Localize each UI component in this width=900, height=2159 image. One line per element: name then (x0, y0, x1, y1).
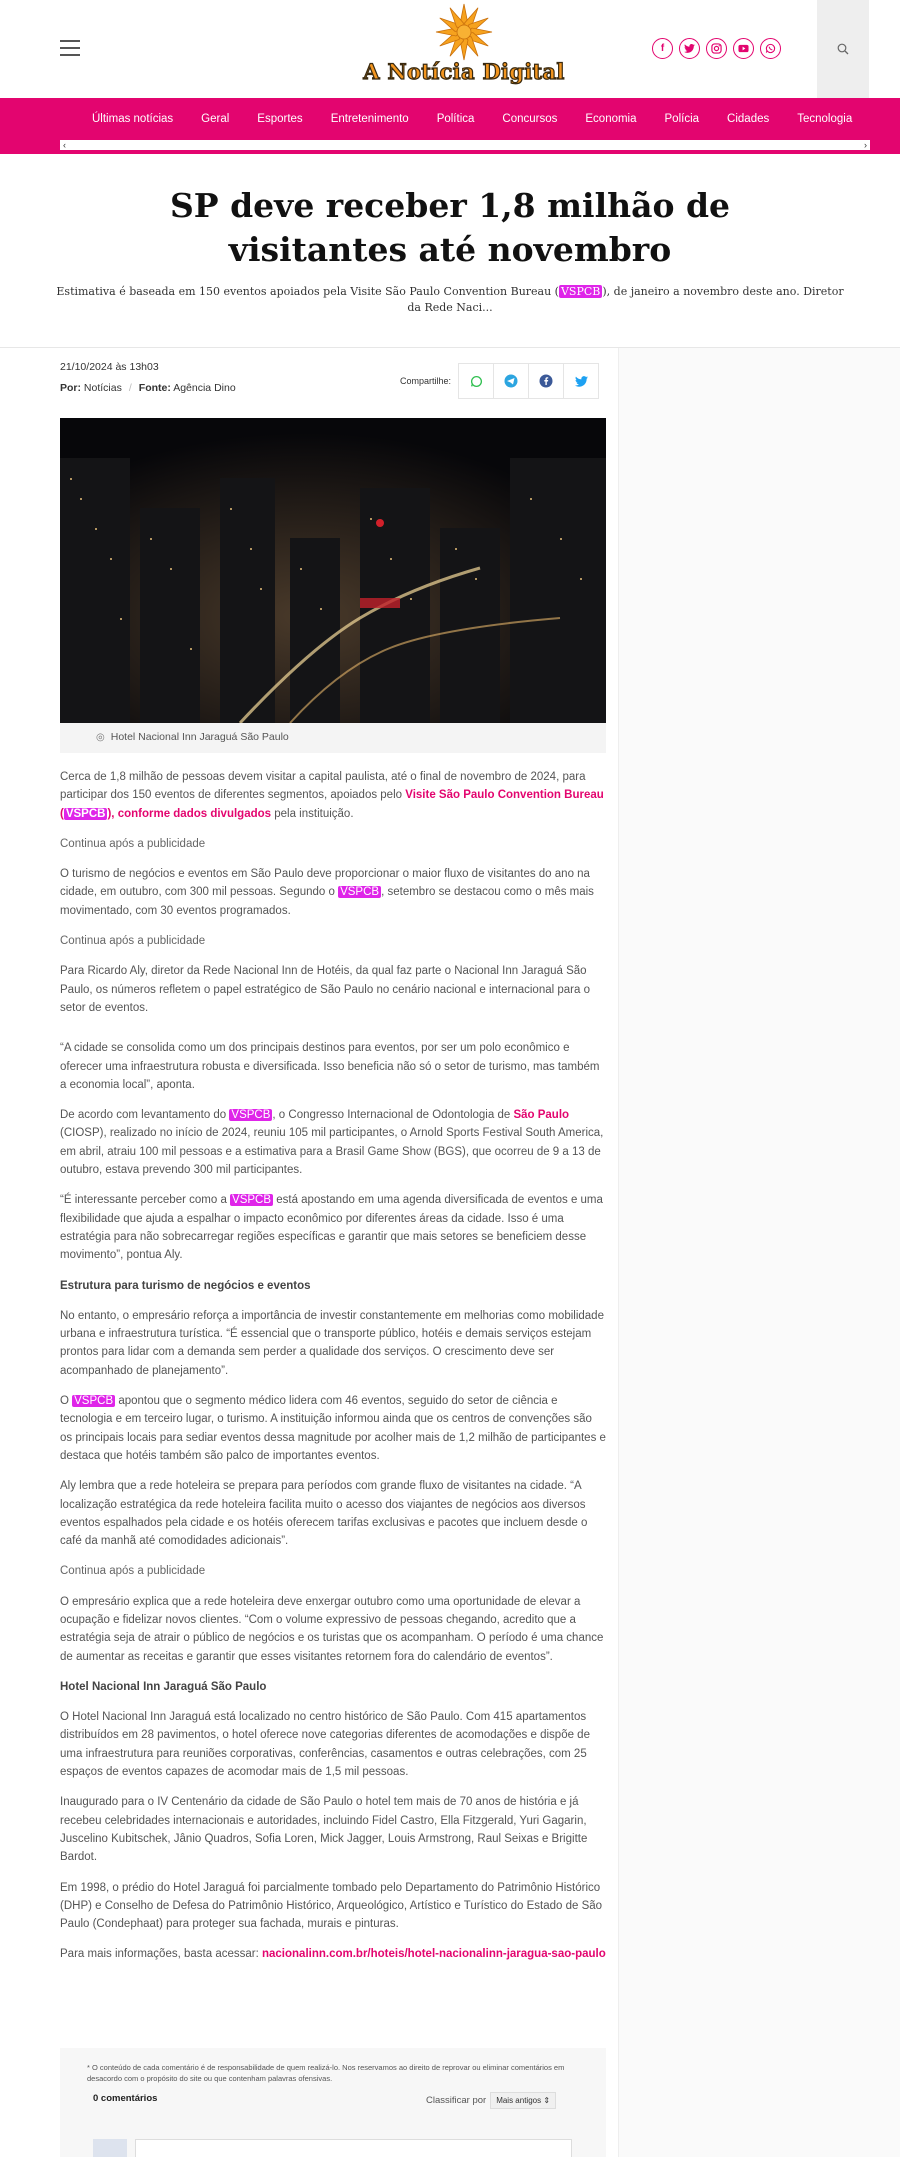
article-byline: Por: Notícias / Fonte: Agência Dino (60, 382, 236, 394)
facebook-icon[interactable]: f (652, 38, 673, 59)
paragraph: O turismo de negócios e eventos em São Paulo deve proporcionar o maior fluxo de visitantes do ano na cidade, em outubro, com 300 mil pessoas. Segundo o VSPCB , setembro se destacou como o mês mais movimentado, com 30 eventos programados. (60, 868, 594, 917)
twitter-icon[interactable] (679, 38, 700, 59)
paragraph: Para Ricardo Aly, diretor da Rede Nacional Inn de Hotéis, da qual faz parte o Nacional Inn Jaraguá São Paulo, os números refletem o papel estratégico de São Paulo no cenário nacional e internacional para o setor de eventos. (60, 965, 590, 1014)
ad-notice: Continua após a publicidade (60, 935, 206, 948)
share-facebook-button[interactable] (528, 363, 564, 399)
article-photo (60, 418, 606, 723)
search-button[interactable] (817, 0, 869, 98)
nav-item-tecnologia[interactable]: Tecnologia (797, 113, 853, 125)
search-icon (837, 43, 849, 55)
section-heading: Hotel Nacional Inn Jaraguá São Paulo (60, 1680, 267, 1693)
photo-caption: ◎ Hotel Nacional Inn Jaraguá São Paulo (60, 723, 606, 753)
nav-item-concursos[interactable]: Concursos (502, 113, 558, 125)
instagram-icon[interactable] (706, 38, 727, 59)
share-bar (400, 363, 599, 399)
nav-item-policia[interactable]: Polícia (664, 113, 700, 125)
paragraph: Para mais informações, basta acessar: nacionalinn.com.br/hoteis/hotel-nacionalinn-jaragua-sao-paulo (60, 1948, 606, 1961)
sort-label: Classificar por (426, 2095, 487, 2106)
vspcb-link[interactable]: Visite São Paulo Convention Bureau ( VSPCB ), conforme dados divulgados (60, 789, 604, 820)
comment-input[interactable] (135, 2139, 572, 2157)
share-label: Compartilhe: (400, 376, 452, 386)
facebook-icon (539, 374, 553, 388)
article-title: SP deve receber 1,8 milhão de visitantes até novembro (169, 186, 731, 269)
nav-item-economia[interactable]: Economia (585, 113, 637, 125)
share-telegram-button[interactable] (493, 363, 529, 399)
nav-scroll-left-icon[interactable]: ‹ (63, 140, 66, 150)
by-label: Por: (60, 382, 81, 394)
camera-icon: ◎ (96, 732, 105, 743)
share-whatsapp-button[interactable] (458, 363, 494, 399)
article-body-column (60, 348, 606, 1961)
source-value: Agência Dino (173, 382, 236, 394)
paragraph: O Hotel Nacional Inn Jaraguá está localizado no centro histórico de São Paulo. Com 415 apartamentos distribuídos em 28 pavimentos, o hotel oferece nove categorias diferentes de acomodações e dispõe de uma infraestrutura para reuniões corporativas, conferências, casamentos e outras celebrações, com 25 espaços de eventos capazes de acomodar mais de 1,5 mil pessoas. (60, 1711, 590, 1779)
paragraph: De acordo com levantamento do VSPCB , o Congresso Internacional de Odontologia de São Paulo (CIOSP), realizado no início de 2024, reuniu 105 mil participantes, o Arnold Sports Festival South America, em abril, atraiu 100 mil pessoas e a estimativa para a Brasil Game Show (BGS), que ocorreu de 9 a 13 de outubro, estava prevendo 300 mil participantes. (60, 1109, 604, 1177)
paragraph: Inaugurado para o IV Centenário da cidade de São Paulo o hotel tem mais de 70 anos de história e já recebeu celebridades internacionais e autoridades, incluindo Fidel Castro, Ella Fitzgerald, Yuri Gagarin, Juscelino Kubitschek, Jânio Quadros, Sofia Loren, Mick Jagger, Louis Armstrong, Raul Seixas e Brigitte Bardot. (60, 1796, 588, 1864)
article-date: 21/10/2024 às 13h03 (60, 361, 159, 373)
nav-scroll-right-icon[interactable]: › (864, 140, 867, 150)
author-link[interactable]: Notícias (83, 382, 122, 394)
highlight-term: VSPCB (560, 285, 601, 298)
comments-count: 0 comentários (93, 2093, 158, 2104)
hotel-link[interactable]: nacionalinn.com.br/hoteis/hotel-nacionalinn-jaragua-sao-paulo (261, 1948, 606, 1961)
share-twitter-button[interactable] (563, 363, 599, 399)
paragraph: Aly lembra que a rede hoteleira se prepara para períodos com grande fluxo de visitantes na cidade. “A localização estratégica da rede hoteleira facilita muito o acesso dos viajantes de negócios aos diversos eventos espalhados pela cidade e os hotéis oferecem tarifas exclusivas e pacotes que incluem desde o café da manhã até comodidades adicionais”. (60, 1480, 588, 1548)
whatsapp-icon[interactable] (760, 38, 781, 59)
comments-section (60, 2048, 606, 2157)
city-night-image (60, 418, 606, 723)
avatar (93, 2139, 127, 2157)
logo-text: A Notícia Digital (363, 59, 565, 84)
main-nav (0, 98, 900, 154)
comments-disclaimer: * O conteúdo de cada comentário é de responsabilidade de quem realizá-lo. Nos reservamos ao direito de reprovar ou eliminar comentários em desacordo com o propósito do site ou que contenham palavras ofensivas. (87, 2063, 565, 2083)
article-header (0, 154, 900, 348)
article-subtitle: Estimativa é baseada em 150 eventos apoiados pela Visite São Paulo Convention Bureau ( VSPCB ), de janeiro a novembro deste ano. Diretor da Rede Naci... (56, 285, 844, 314)
menu-icon[interactable] (60, 40, 80, 56)
whatsapp-icon (470, 375, 483, 388)
paragraph: Cerca de 1,8 milhão de pessoas devem visitar a capital paulista, até o final de novembro de 2024, para participar dos 150 eventos de diferentes segmentos, apoiados pelo Visite São Paulo Convention Bureau ( VSPCB ), conforme dados divulgados pela instituição. (60, 771, 604, 820)
nav-item-cidades[interactable]: Cidades (727, 113, 770, 125)
paragraph: O empresário explica que a rede hoteleira deve enxergar outubro como uma oportunidade de elevar a ocupação e fidelizar novos clientes. “Com o volume expressivo de pessoas chegando, acredito que a estratégia seja de atrair o público de negócios e os turistas que os acompanham. O período é uma chance de aumentar as receitas e garantir que esses visitantes retornem fora do calendário de eventos”. (60, 1595, 604, 1663)
section-heading: Estrutura para turismo de negócios e eventos (60, 1279, 311, 1292)
sidebar (618, 348, 900, 2157)
ad-notice: Continua após a publicidade (60, 837, 206, 850)
nav-item-geral[interactable]: Geral (201, 113, 230, 125)
sort-select[interactable]: Mais antigos ⇕ (490, 2092, 556, 2109)
sun-logo-icon (432, 2, 496, 62)
paragraph: No entanto, o empresário reforça a importância de investir constantemente em melhorias como mobilidade urbana e infraestrutura turística. “É essencial que o transporte público, hotéis e demais serviços estejam prontos para lidar com a demanda sem perder a qualidade dos serviços. O crescimento deve ser acompanhado de planejamento”. (60, 1309, 604, 1377)
source-label: Fonte: (138, 382, 171, 394)
sao-paulo-link[interactable]: São Paulo (513, 1109, 570, 1122)
quote-paragraph: “É interessante perceber como a VSPCB está apostando em uma agenda diversificada de eventos e uma flexibilidade que ajuda a espalhar o impacto econômico por diferentes áreas da cidade. Isso é uma estratégia para não sobrecarregar regiões específicas e garantir que mais setores se beneficiem desse movimento”, pontua Aly. (60, 1194, 603, 1262)
ad-notice: Continua após a publicidade (60, 1565, 206, 1578)
site-logo[interactable] (362, 2, 566, 92)
nav-item-politica[interactable]: Política (436, 113, 475, 125)
nav-scrollbar[interactable] (60, 140, 870, 150)
paragraph: O VSPCB apontou que o segmento médico lidera com 46 eventos, seguido do setor de ciência e tecnologia e em terceiro lugar, o turismo. A instituição informou ainda que os centros de convenções são os principais locais para sediar eventos dessa magnitude por acolher mais de 1,2 milhão de participantes e destaca que hotéis também são palco de importantes eventos. (60, 1395, 606, 1462)
twitter-icon (575, 376, 588, 387)
comments-sort (426, 2092, 556, 2109)
nav-item-esportes[interactable]: Esportes (257, 113, 303, 125)
nav-item-entretenimento[interactable]: Entretenimento (330, 113, 409, 125)
telegram-icon (504, 374, 518, 388)
social-links (652, 38, 781, 59)
paragraph: Em 1998, o prédio do Hotel Jaraguá foi parcialmente tombado pelo Departamento do Patrimônio Histórico (DHP) e Conselho de Defesa do Patrimônio Histórico, Arqueológico, Artístico e Turístico do Estado de São Paulo (Condephaat) para proteger sua fachada, murais e pinturas. (60, 1881, 603, 1931)
top-header (0, 0, 900, 98)
nav-item-ultimas-noticias[interactable]: Últimas notícias (92, 113, 174, 125)
quote-paragraph: “A cidade se consolida como um dos principais destinos para eventos, por ser um polo econômico e oferecer uma infraestrutura robusta e diversificada. Isso beneficia não só o setor de turismo, mas também a economia local”, aponta. (60, 1042, 600, 1091)
youtube-icon[interactable] (733, 38, 754, 59)
article-text (60, 768, 606, 1976)
main-content (0, 348, 900, 2157)
